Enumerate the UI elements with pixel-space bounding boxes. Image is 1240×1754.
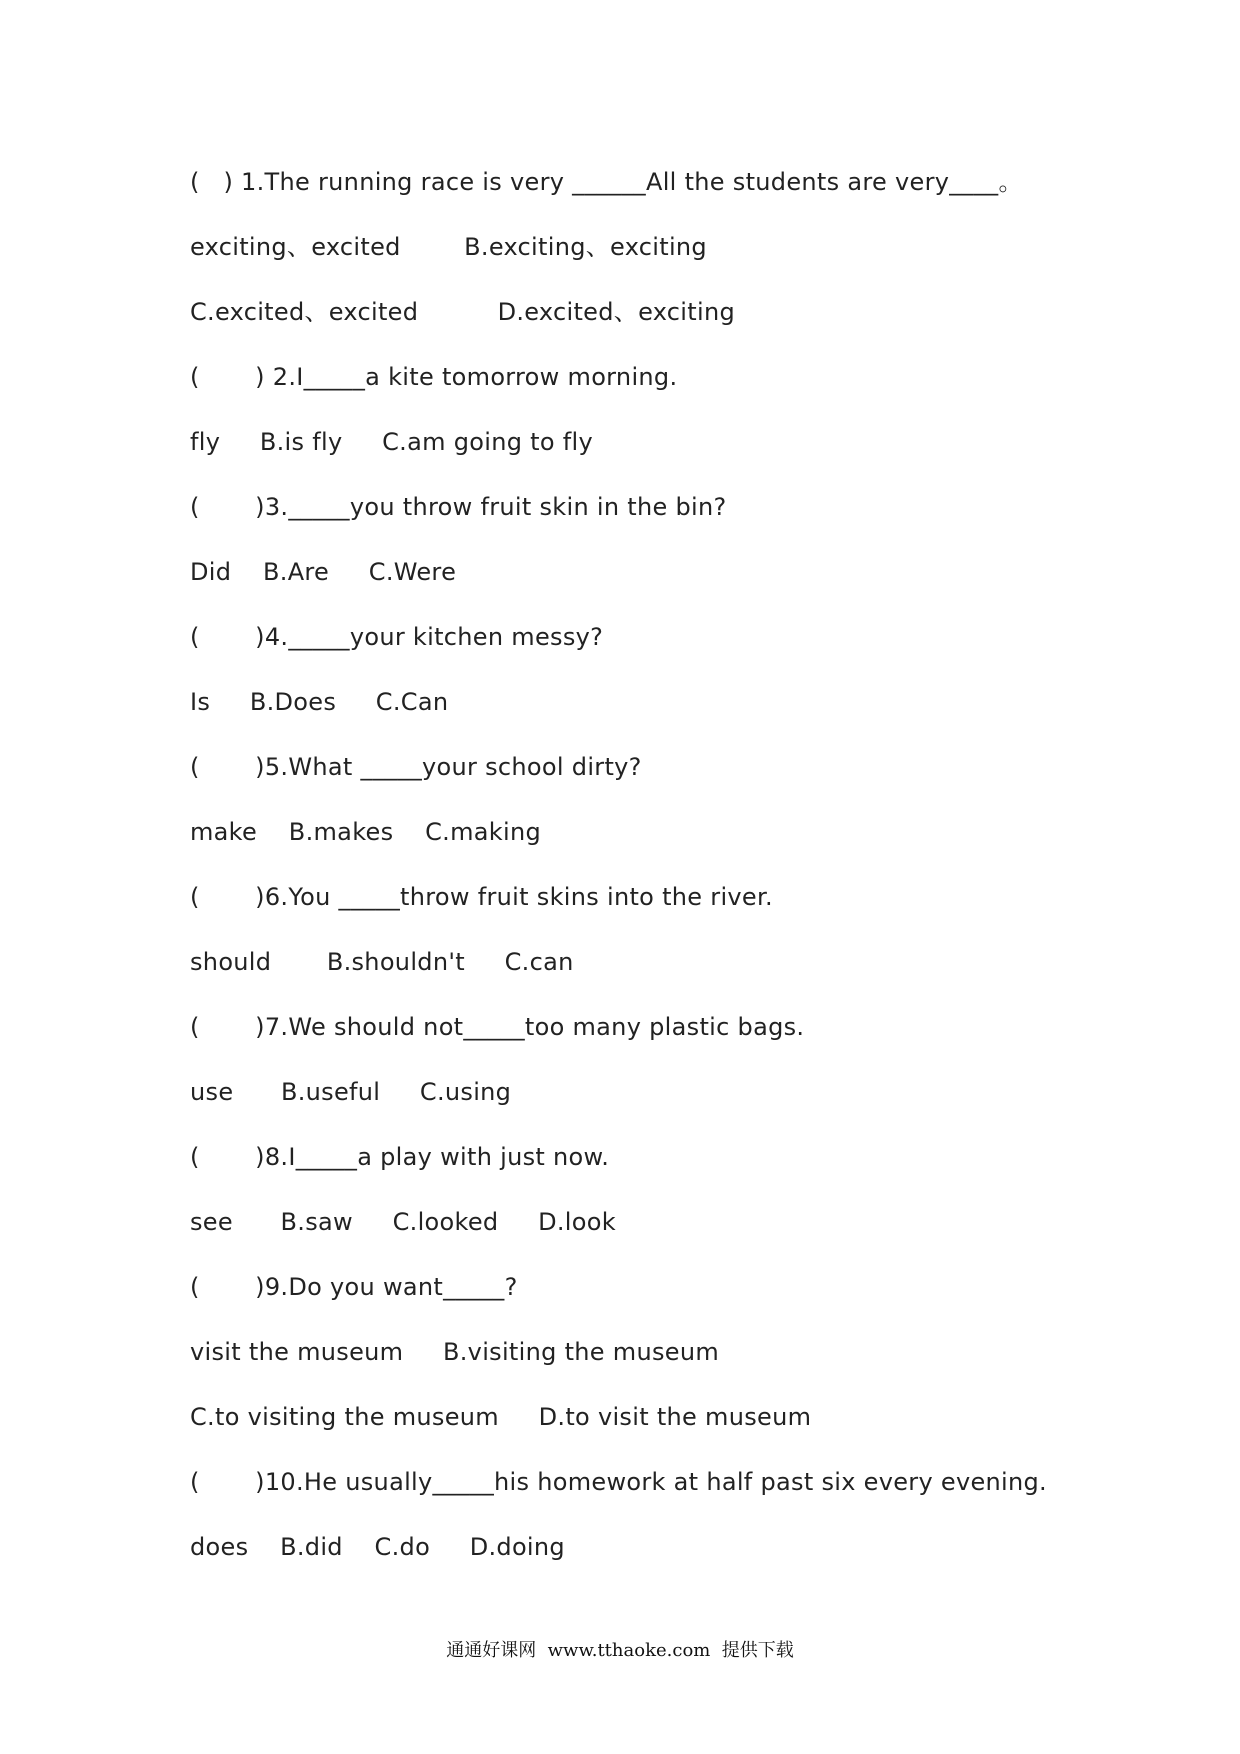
- question-6-options: should B.shouldn't C.can: [190, 948, 574, 976]
- question-9-stem: ( )9.Do you want_____?: [190, 1273, 518, 1301]
- question-4-stem: ( )4._____your kitchen messy?: [190, 623, 604, 651]
- question-5-options: make B.makes C.making: [190, 818, 542, 846]
- question-9-options-line-2: C.to visiting the museum D.to visit the museum: [190, 1403, 812, 1431]
- question-3-stem: ( )3._____you throw fruit skin in the bin?: [190, 493, 727, 521]
- question-2-options: fly B.is fly C.am going to fly: [190, 428, 594, 456]
- question-7-options: use B.useful C.using: [190, 1078, 512, 1106]
- question-10-options: does B.did C.do D.doing: [190, 1533, 565, 1561]
- question-9-options-line-1: visit the museum B.visiting the museum: [190, 1338, 720, 1366]
- question-3-options: Did B.Are C.Were: [190, 558, 457, 586]
- question-1-options-line-1: exciting、excited B.exciting、exciting: [190, 233, 707, 261]
- question-5-stem: ( )5.What _____your school dirty?: [190, 753, 642, 781]
- question-10-stem: ( )10.He usually_____his homework at half past six every evening.: [190, 1468, 1047, 1496]
- question-1-options-line-2: C.excited、excited D.excited、exciting: [190, 298, 735, 326]
- question-2-stem: ( ) 2.I_____a kite tomorrow morning.: [190, 363, 678, 391]
- question-8-options: see B.saw C.looked D.look: [190, 1208, 616, 1236]
- question-4-options: Is B.Does C.Can: [190, 688, 449, 716]
- question-1-stem: ( ) 1.The running race is very ______All the students are very____。: [190, 168, 1023, 196]
- question-7-stem: ( )7.We should not_____too many plastic bags.: [190, 1013, 805, 1041]
- question-6-stem: ( )6.You _____throw fruit skins into the river.: [190, 883, 773, 911]
- footer-source-note: 通通好课网 www.tthaoke.com 提供下载: [446, 1640, 794, 1661]
- question-8-stem: ( )8.I_____a play with just now.: [190, 1143, 610, 1171]
